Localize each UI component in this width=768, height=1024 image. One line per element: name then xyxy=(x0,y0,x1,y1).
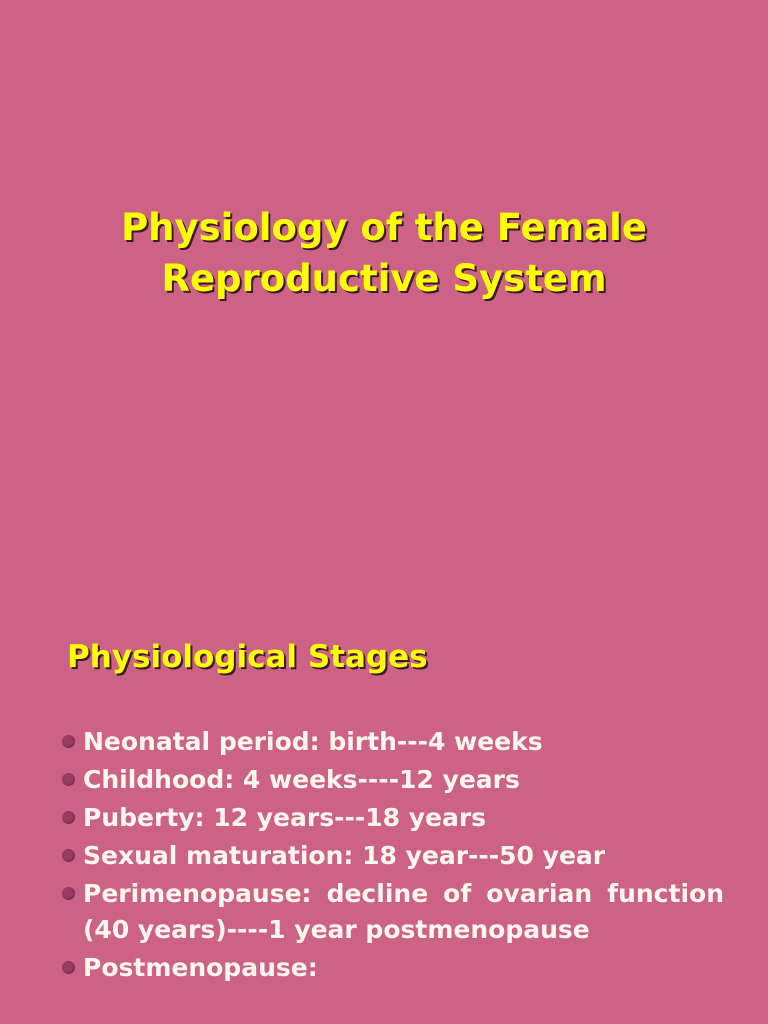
list-item xyxy=(62,762,724,798)
list-item xyxy=(62,724,724,760)
section-heading: Physiological Stages xyxy=(67,639,428,675)
content-slide xyxy=(0,595,768,1024)
bullet-icon xyxy=(62,735,75,748)
list-item xyxy=(62,950,724,986)
bullet-icon xyxy=(62,961,75,974)
bullet-text: Neonatal period: birth---4 weeks xyxy=(83,727,543,756)
list-item xyxy=(62,876,724,948)
bullet-text: Postmenopause: xyxy=(83,953,318,982)
bullet-text: Sexual maturation: 18 year---50 year xyxy=(83,841,606,870)
slide-title: Physiology of the Female Reproductive System xyxy=(121,206,647,300)
bullet-list xyxy=(62,724,724,988)
bullet-icon xyxy=(62,773,75,786)
bullet-text: Childhood: 4 weeks----12 years xyxy=(83,765,520,794)
list-item xyxy=(62,800,724,836)
bullet-text: Puberty: 12 years---18 years xyxy=(83,803,487,832)
bullet-icon xyxy=(62,849,75,862)
list-item xyxy=(62,838,724,874)
bullet-icon xyxy=(62,811,75,824)
bullet-icon xyxy=(62,887,75,900)
bullet-text: Perimenopause: decline of ovarian function (40 years)----1 year postmenopause xyxy=(83,879,724,944)
